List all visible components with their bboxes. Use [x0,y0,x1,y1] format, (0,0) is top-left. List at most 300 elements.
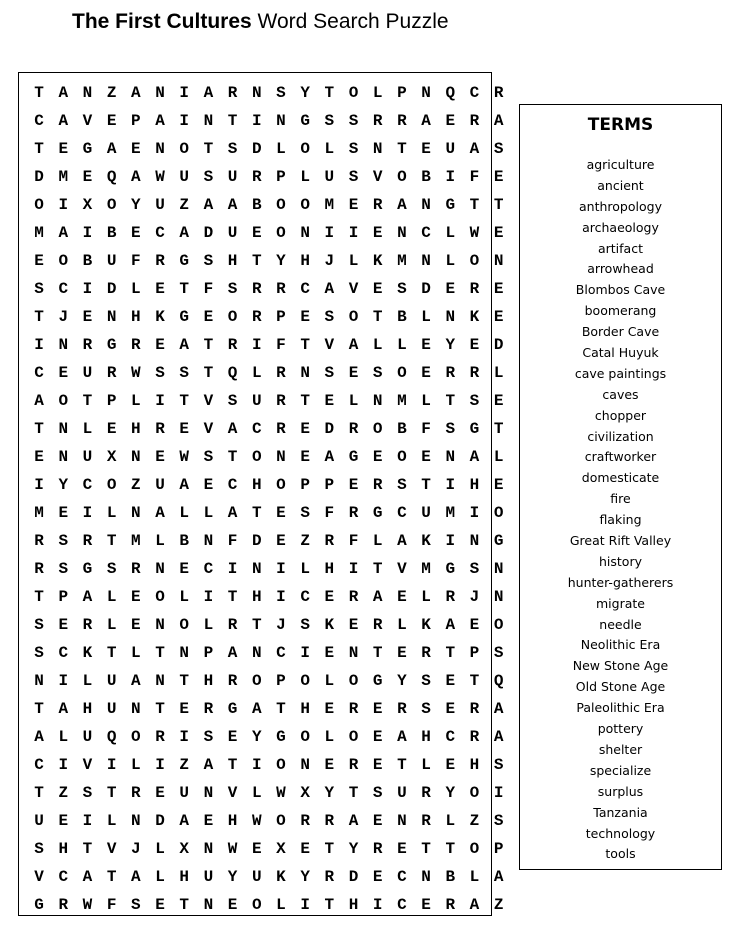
grid-letter: A [397,196,407,215]
grid-letter: A [469,448,480,467]
grid-letter: E [106,112,117,131]
grid-row [27,191,511,219]
grid-letter: N [300,224,310,243]
grid-letter: C [58,644,69,663]
grid-letter: S [493,140,504,159]
grid-row [27,443,511,471]
grid-letter: H [227,252,238,271]
grid-letter: D [106,280,117,299]
grid-letter: O [34,196,44,215]
grid-letter: T [106,644,117,663]
grid-letter: O [276,812,286,831]
grid-letter: H [469,476,480,495]
grid-letter: U [179,784,190,803]
grid-letter: T [372,644,383,663]
grid-letter: N [348,644,359,663]
grid-letter: E [421,336,431,355]
grid-letter: A [397,532,407,551]
grid-letter: V [203,420,214,439]
grid-letter: R [155,728,165,747]
grid-letter: O [276,476,286,495]
term-item: archaeology [582,219,659,235]
grid-letter: V [227,784,238,803]
grid-letter: A [324,448,335,467]
grid-letter: O [179,616,190,635]
grid-letter: R [348,420,359,439]
grid-letter: L [203,616,214,635]
grid-letter: Y [131,196,141,215]
grid-letter: O [469,252,480,271]
grid-letter: R [34,560,44,579]
grid-letter: S [421,700,431,719]
grid-letter: E [34,448,44,467]
grid-letter: I [251,112,262,131]
grid-letter: L [251,364,262,383]
term-item: migrate [596,595,645,611]
grid-letter: I [372,896,383,915]
term-item: shelter [598,741,643,757]
grid-letter: S [227,392,238,411]
grid-letter: F [227,532,238,551]
grid-letter: N [34,672,44,691]
grid-letter: A [82,588,93,607]
grid-letter: W [276,784,286,803]
grid-letter: L [300,168,310,187]
grid-letter: N [203,532,214,551]
grid-letter: C [397,504,407,523]
grid-letter: L [276,896,286,915]
grid-letter: R [421,644,431,663]
grid-letter: O [348,84,359,102]
term-item: anthropology [579,198,662,214]
grid-letter: S [493,644,504,663]
grid-letter: E [324,392,335,411]
grid-letter: T [179,896,190,915]
grid-letter: S [445,420,456,439]
grid-row [27,275,511,303]
grid-letter: C [300,588,310,607]
grid-letter: S [348,168,359,187]
grid-row [27,863,511,891]
grid-letter: G [227,700,238,719]
grid-letter: T [34,84,44,102]
term-item: Blombos Cave [575,282,666,298]
grid-letter: E [493,280,504,299]
grid-letter: I [276,560,286,579]
grid-letter: U [82,364,93,383]
grid-letter: O [131,728,141,747]
grid-letter: C [397,896,407,915]
grid-letter: S [227,280,238,299]
grid-letter: O [300,672,310,691]
grid-letter: E [155,280,165,299]
grid-letter: T [348,784,359,803]
grid-letter: R [131,784,141,803]
grid-letter: T [251,504,262,523]
grid-letter: S [34,644,44,663]
grid-letter: R [469,280,480,299]
grid-letter: C [469,84,480,102]
grid-letter: R [276,364,286,383]
grid-letter: R [155,420,165,439]
grid-letter: U [227,224,238,243]
grid-letter: B [82,252,93,271]
grid-row [27,219,511,247]
grid-letter: L [493,364,504,383]
grid-letter: I [348,224,359,243]
grid-letter: C [276,644,286,663]
grid-letter: K [82,644,93,663]
grid-letter: R [251,168,262,187]
grid-letter: A [179,476,190,495]
grid-letter: N [421,868,431,887]
grid-letter: H [300,700,310,719]
grid-letter: T [445,644,456,663]
grid-letter: R [276,280,286,299]
grid-letter: S [203,252,214,271]
grid-letter: K [421,532,431,551]
grid-letter: M [34,504,44,523]
grid-letter: U [179,168,190,187]
grid-letter: S [58,532,69,551]
grid-letter: E [397,840,407,859]
grid-row [27,387,511,415]
grid-letter: E [372,280,383,299]
grid-letter: V [82,756,93,775]
grid-letter: R [131,560,141,579]
grid-letter: O [397,448,407,467]
grid-letter: B [421,168,431,187]
grid-letter: E [131,616,141,635]
grid-row [27,107,511,135]
grid-letter: T [203,140,214,159]
grid-letter: L [421,308,431,327]
grid-letter: M [445,504,456,523]
grid-letter: G [445,560,456,579]
grid-letter: E [397,644,407,663]
grid-letter: E [227,896,238,915]
grid-letter: E [276,532,286,551]
term-item: needle [599,616,642,632]
grid-letter: R [34,532,44,551]
page-title [72,10,449,34]
grid-letter: L [324,140,335,159]
grid-letter: E [82,308,93,327]
grid-row [27,163,511,191]
grid-letter: T [445,840,456,859]
title-bold: The First Cultures [72,10,252,33]
grid-row [27,79,511,107]
grid-letter: G [469,420,480,439]
grid-letter: B [106,224,117,243]
grid-letter: S [131,896,141,915]
grid-letter: A [469,896,480,915]
grid-letter: S [203,728,214,747]
grid-letter: Q [227,364,238,383]
grid-letter: L [324,672,335,691]
grid-letter: N [493,560,504,579]
grid-letter: E [493,308,504,327]
grid-letter: O [251,896,262,915]
grid-letter: W [227,840,238,859]
grid-letter: F [348,532,359,551]
grid-letter: S [493,812,504,831]
grid-letter: C [397,868,407,887]
grid-letter: V [324,336,335,355]
grid-letter: D [155,812,165,831]
grid-letter: T [34,140,44,159]
grid-row [27,527,511,555]
grid-letter: Y [445,336,456,355]
grid-letter: W [131,364,141,383]
grid-letter: A [34,728,44,747]
grid-letter: L [348,392,359,411]
grid-letter: E [372,868,383,887]
grid-letter: O [300,140,310,159]
grid-letter: M [421,560,431,579]
grid-letter: N [397,224,407,243]
grid-letter: N [493,252,504,271]
grid-letter: M [397,392,407,411]
grid-letter: Y [227,868,238,887]
grid-letter: A [227,644,238,663]
grid-letter: L [300,560,310,579]
grid-letter: G [34,896,44,915]
grid-letter: R [469,700,480,719]
grid-letter: S [397,280,407,299]
grid-letter: L [155,868,165,887]
grid-letter: Q [106,168,117,187]
grid-letter: C [251,420,262,439]
grid-letter: G [372,504,383,523]
grid-letter: I [58,196,69,215]
grid-letter: E [421,896,431,915]
grid-letter: A [421,112,431,131]
grid-letter: O [179,140,190,159]
grid-letter: Q [445,84,456,102]
grid-letter: R [300,812,310,831]
grid-letter: B [179,532,190,551]
grid-letter: T [179,280,190,299]
grid-letter: G [493,532,504,551]
grid-letter: H [82,700,93,719]
grid-letter: E [276,504,286,523]
grid-letter: M [58,168,69,187]
grid-row [27,555,511,583]
grid-letter: T [276,700,286,719]
grid-letter: R [106,364,117,383]
grid-letter: A [203,84,214,102]
title-rest: Word Search Puzzle [251,10,449,33]
grid-letter: E [131,140,141,159]
grid-letter: D [34,168,44,187]
grid-letter: M [34,224,44,243]
grid-letter: N [421,196,431,215]
grid-letter: G [179,252,190,271]
term-item: technology [585,825,656,841]
grid-letter: O [58,252,69,271]
grid-letter: N [155,616,165,635]
grid-letter: A [34,392,44,411]
grid-letter: N [155,140,165,159]
grid-letter: L [106,616,117,635]
grid-letter: D [203,224,214,243]
grid-letter: T [372,308,383,327]
grid-letter: S [348,140,359,159]
grid-letter: H [251,476,262,495]
grid-letter: V [34,868,44,887]
grid-letter: U [106,700,117,719]
grid-letter: A [227,196,238,215]
grid-letter: N [58,448,69,467]
grid-letter: R [348,700,359,719]
grid-letter: I [324,224,335,243]
grid-letter: C [300,280,310,299]
grid-letter: I [34,476,44,495]
grid-letter: C [58,280,69,299]
grid-letter: A [131,168,141,187]
grid-letter: U [106,252,117,271]
grid-letter: N [131,812,141,831]
grid-letter: R [131,336,141,355]
grid-letter: P [276,168,286,187]
grid-letter: T [179,672,190,691]
grid-letter: E [445,756,456,775]
grid-letter: E [300,308,310,327]
grid-letter: Y [348,840,359,859]
grid-letter: I [179,84,190,102]
grid-letter: N [106,308,117,327]
grid-row [27,583,511,611]
grid-letter: N [82,84,93,102]
grid-letter: F [324,504,335,523]
grid-letter: E [445,112,456,131]
term-item: surplus [597,783,644,799]
grid-letter: E [106,420,117,439]
grid-letter: T [34,420,44,439]
grid-letter: C [34,364,44,383]
grid-letter: L [469,868,480,887]
grid-letter: C [34,112,44,131]
grid-letter: L [397,336,407,355]
grid-letter: I [179,728,190,747]
grid-letter: L [251,784,262,803]
grid-letter: X [179,840,190,859]
grid-letter: D [348,868,359,887]
grid-letter: T [82,392,93,411]
grid-letter: E [421,364,431,383]
grid-letter: N [155,560,165,579]
grid-letter: E [445,280,456,299]
grid-letter: P [324,476,335,495]
grid-letter: T [82,840,93,859]
grid-letter: A [131,672,141,691]
grid-letter: B [445,868,456,887]
grid-letter: U [82,448,93,467]
grid-letter: E [203,308,214,327]
term-item: Paleolithic Era [576,700,665,716]
term-item: Tanzania [593,804,648,820]
grid-letter: R [348,756,359,775]
grid-letter: R [421,812,431,831]
grid-letter: S [106,560,117,579]
grid-letter: K [276,868,286,887]
grid-letter: E [348,616,359,635]
grid-letter: W [155,168,165,187]
grid-letter: T [469,672,480,691]
grid-letter: C [82,476,93,495]
grid-letter: R [348,504,359,523]
grid-letter: P [203,644,214,663]
grid-letter: T [397,140,407,159]
grid-row [27,331,511,359]
grid-letter: R [445,364,456,383]
grid-letter: K [155,308,165,327]
grid-letter: E [348,364,359,383]
grid-letter: R [251,280,262,299]
term-item: Catal Huyuk [582,345,659,361]
grid-letter: N [179,644,190,663]
grid-letter: P [397,84,407,102]
grid-letter: R [276,392,286,411]
grid-letter: I [469,504,480,523]
grid-letter: Z [58,784,69,803]
grid-letter: R [421,784,431,803]
grid-letter: A [82,868,93,887]
grid-letter: N [300,364,310,383]
grid-letter: T [227,448,238,467]
term-item: Old Stone Age [575,679,666,695]
grid-letter: F [276,336,286,355]
grid-letter: L [106,504,117,523]
grid-letter: N [203,840,214,859]
grid-row [27,471,511,499]
grid-letter: U [251,868,262,887]
grid-letter: O [276,756,286,775]
grid-letter: A [227,420,238,439]
grid-row [27,247,511,275]
grid-letter: E [58,504,69,523]
grid-letter: I [155,392,165,411]
grid-letter: Y [251,728,262,747]
term-item: Neolithic Era [580,637,661,653]
grid-letter: I [82,280,93,299]
grid-letter: S [203,448,214,467]
grid-letter: T [106,868,117,887]
grid-letter: N [493,588,504,607]
grid-letter: L [179,588,190,607]
grid-letter: E [58,616,69,635]
grid-letter: A [324,280,335,299]
grid-letter: T [34,308,44,327]
term-item: caves [602,386,639,402]
grid-letter: Y [300,84,310,102]
grid-letter: S [300,616,310,635]
grid-row [27,807,511,835]
grid-letter: W [179,448,190,467]
grid-letter: L [445,812,456,831]
grid-letter: T [203,364,214,383]
term-item: agriculture [586,157,655,172]
grid-letter: E [179,700,190,719]
grid-letter: S [300,504,310,523]
grid-letter: D [421,280,431,299]
grid-letter: E [421,448,431,467]
grid-letter: R [348,588,359,607]
grid-letter: Z [131,476,141,495]
grid-letter: O [348,728,359,747]
grid-letter: S [34,616,44,635]
